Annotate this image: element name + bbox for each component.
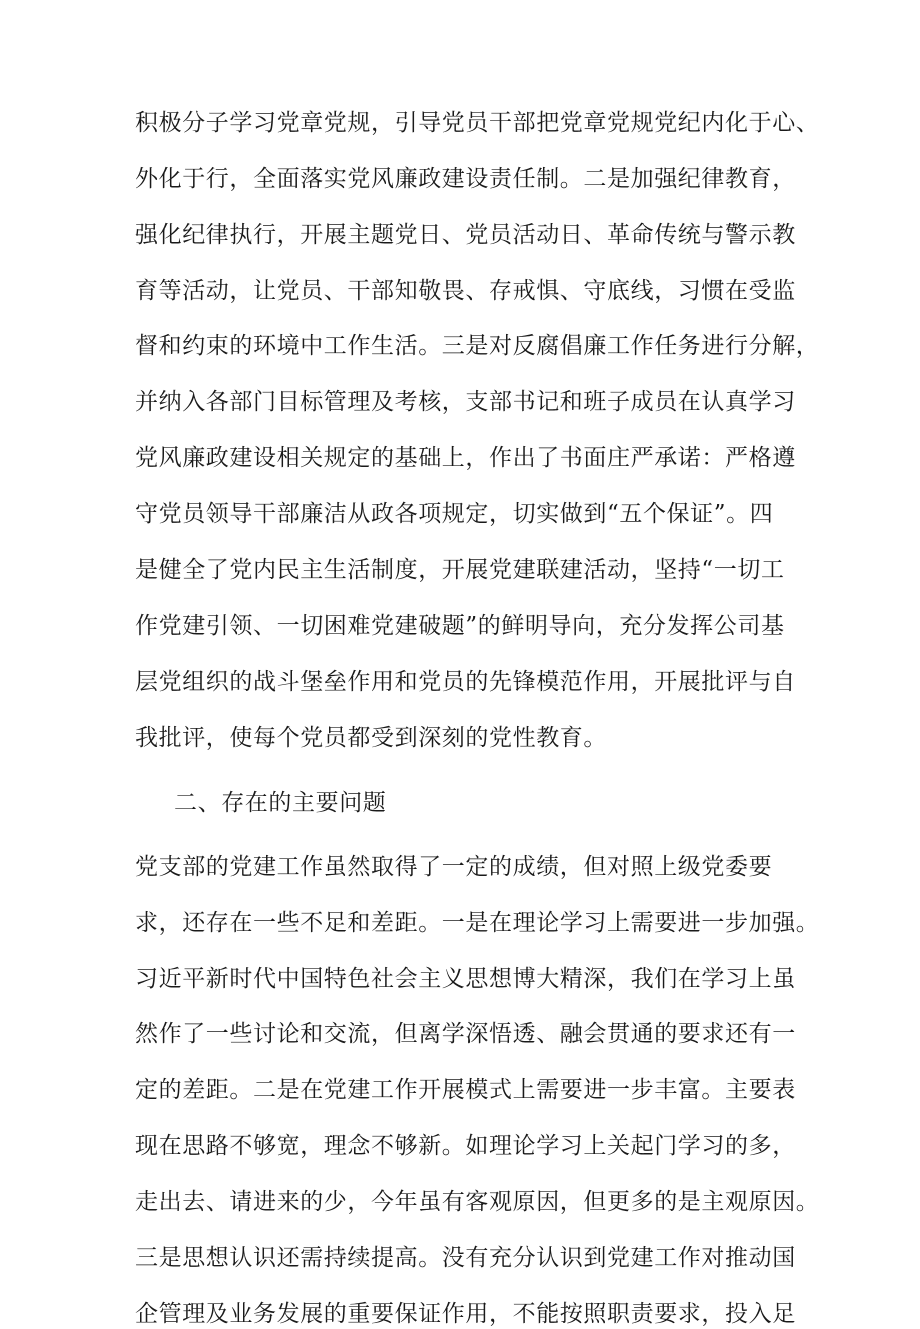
paragraph-2-line: 现在思路不够宽，理念不够新。如理论学习上关起门学习的多， — [135, 1133, 796, 1159]
paragraph-1-line: 是健全了党内民主生活制度，开展党建联建活动，坚持“一切工 — [135, 557, 785, 583]
paragraph-2-line: 三是思想认识还需持续提高。没有充分认识到党建工作对推动国 — [135, 1245, 796, 1271]
paragraph-1-line: 督和约束的环境中工作生活。三是对反腐倡廉工作任务进行分解， — [135, 333, 820, 359]
paragraph-1-line: 积极分子学习党章党规，引导党员干部把党章党规党纪内化于心、 — [135, 110, 820, 136]
paragraph-1-line: 外化于行，全面落实党风廉政建设责任制。二是加强纪律教育， — [135, 166, 796, 192]
paragraph-1-line: 党风廉政建设相关规定的基础上，作出了书面庄严承诺：严格遵 — [135, 445, 796, 471]
paragraph-2-line: 党支部的党建工作虽然取得了一定的成绩，但对照上级党委要 — [135, 854, 773, 880]
paragraph-2-line: 求，还存在一些不足和差距。一是在理论学习上需要进一步加强。 — [135, 910, 820, 936]
paragraph-1-line: 作党建引领、一切困难党建破题”的鲜明导向，充分发挥公司基 — [135, 613, 785, 639]
paragraph-1-line: 层党组织的战斗堡垒作用和党员的先锋模范作用，开展批评与自 — [135, 669, 796, 695]
paragraph-2-line: 走出去、请进来的少，今年虽有客观原因，但更多的是主观原因。 — [135, 1189, 820, 1215]
paragraph-2-line: 定的差距。二是在党建工作开展模式上需要进一步丰富。主要表 — [135, 1077, 796, 1103]
section-heading: 二、存在的主要问题 — [174, 790, 387, 816]
paragraph-1-line: 强化纪律执行，开展主题党日、党员活动日、革命传统与警示教 — [135, 222, 796, 248]
paragraph-1-line: 育等活动，让党员、干部知敬畏、存戒惧、守底线，习惯在受监 — [135, 278, 796, 304]
paragraph-1-line: 并纳入各部门目标管理及考核，支部书记和班子成员在认真学习 — [135, 389, 796, 415]
paragraph-2-line: 习近平新时代中国特色社会主义思想博大精深，我们在学习上虽 — [135, 966, 796, 992]
paragraph-2-line: 然作了一些讨论和交流，但离学深悟透、融会贯通的要求还有一 — [135, 1021, 796, 1047]
paragraph-2-line: 企管理及业务发展的重要保证作用，不能按照职责要求，投入足 — [135, 1301, 796, 1327]
paragraph-1-line: 我批评，使每个党员都受到深刻的党性教育。 — [135, 725, 607, 751]
paragraph-1-line: 守党员领导干部廉洁从政各项规定，切实做到“五个保证”。四 — [135, 501, 774, 527]
